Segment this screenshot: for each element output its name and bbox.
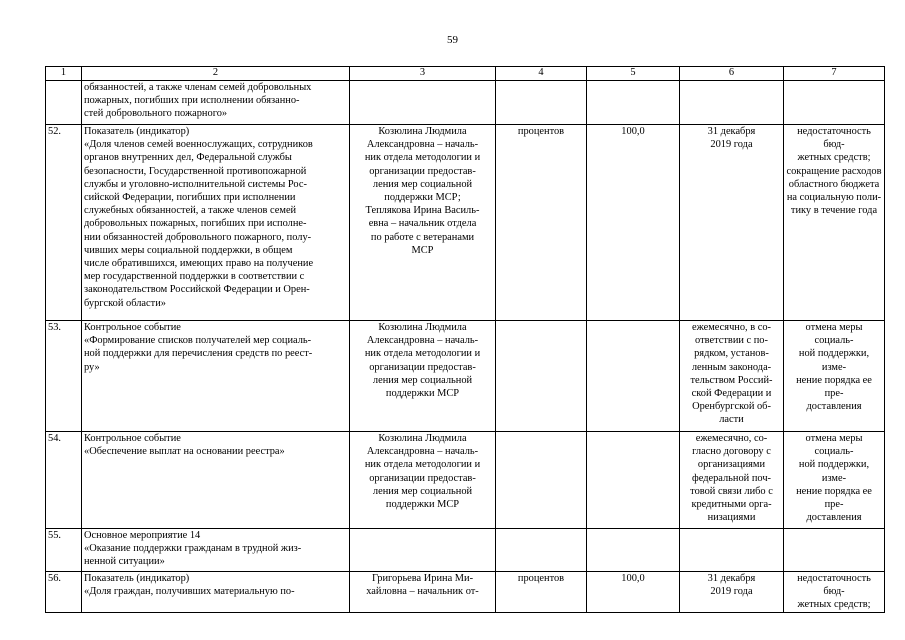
- risk-cell: [784, 125, 885, 321]
- table-row: [46, 432, 885, 529]
- responsible-text: Григорьева Ирина Ми- хайловна – начальник от-: [366, 573, 479, 598]
- measure-text: Показатель (индикатор) «Доля граждан, получивших материальную по-: [84, 573, 295, 598]
- table-row: [46, 529, 885, 572]
- header-cell-6: 6: [680, 67, 784, 81]
- table-body: [46, 67, 885, 613]
- unit-cell: процентов: [496, 125, 587, 321]
- header-row: [46, 67, 885, 81]
- measure-text: Контрольное событие «Формирование списков получателей мер социаль- ной поддержки для перечисления средств по реест- ру»: [84, 322, 313, 373]
- unit-cell: [496, 321, 587, 432]
- deadline-cell: [680, 125, 784, 321]
- value-cell: [587, 321, 680, 432]
- risk-text: недостаточность бюд- жетных средств;: [797, 573, 871, 611]
- measure-cell: [82, 572, 350, 613]
- deadline-cell: [680, 81, 784, 125]
- row-number: 54.: [46, 432, 82, 529]
- risk-text: отмена меры социаль- ной поддержки, изме- нение порядка ее пре- доставления: [796, 322, 872, 413]
- responsible-cell: [350, 432, 496, 529]
- header-cell-2: 2: [82, 67, 350, 81]
- responsible-cell: [350, 572, 496, 613]
- deadline-cell: [680, 321, 784, 432]
- header-cell-1: 1: [46, 67, 82, 81]
- plan-table: [45, 66, 885, 613]
- risk-cell: [784, 529, 885, 572]
- measure-text: Основное мероприятие 14 «Оказание поддержки гражданам в трудной жиз- ненной ситуации»: [84, 530, 302, 568]
- table-row: [46, 125, 885, 321]
- value-cell: [587, 529, 680, 572]
- table-row: [46, 321, 885, 432]
- deadline-text: 31 декабря 2019 года: [707, 126, 756, 151]
- header-cell-7: 7: [784, 67, 885, 81]
- risk-cell: [784, 432, 885, 529]
- responsible-text: Козюлина Людмила Александровна – началь- ник отдела методологии и организации предостав- ления мер социальной поддержки МСР: [364, 322, 481, 400]
- risk-text: отмена меры социаль- ной поддержки, изме- нение порядка ее пре- доставления: [796, 433, 872, 524]
- measure-cell: [82, 81, 350, 125]
- header-cell-5: 5: [587, 67, 680, 81]
- header-cell-4: 4: [496, 67, 587, 81]
- header-cell-3: 3: [350, 67, 496, 81]
- deadline-cell: [680, 529, 784, 572]
- row-number: [46, 81, 82, 125]
- deadline-cell: [680, 432, 784, 529]
- measure-text: обязанностей, а также членам семей добровольных пожарных, погибших при исполнении обязанно- стей добровольного пожарного»: [84, 82, 312, 120]
- row-number: 53.: [46, 321, 82, 432]
- responsible-cell: [350, 125, 496, 321]
- measure-text: Показатель (индикатор) «Доля членов семей военнослужащих, сотрудников органов внутренних дел, Федеральной службы безопасности, Государственной противопожарной службы и уголовно-исполнительной системы Рос- сийской Федерации, погибших при исполнении служебных обязанностей, а также членов семей добровольных пожарных, погибших при исполне- нии обязанностей добровольного пожарного, полу- чивших меры социальной поддержки, в общем числе обратившихся, имеющих право на получение мер государственной поддержки в соответствии с законодательством Российской Федерации и Орен- бургской области»: [84, 126, 314, 309]
- responsible-cell: [350, 321, 496, 432]
- value-cell: [587, 432, 680, 529]
- measure-cell: [82, 125, 350, 321]
- row-number: 52.: [46, 125, 82, 321]
- unit-cell: [496, 81, 587, 125]
- table-row: [46, 572, 885, 613]
- responsible-cell: [350, 81, 496, 125]
- deadline-text: ежемесячно, в со- ответствии с по- рядком, установ- ленным законода- тельством Россий- ской Федерации и Оренбургской об- ласти: [690, 322, 773, 426]
- row-number: 55.: [46, 529, 82, 572]
- risk-cell: [784, 572, 885, 613]
- responsible-text: Козюлина Людмила Александровна – началь- ник отдела методологии и организации предостав- ления мер социальной поддержки МСР; Теплякова Ирина Василь- евна – начальник отдела по работе с ветеранами МСР: [364, 126, 481, 256]
- row-number: 56.: [46, 572, 82, 613]
- unit-cell: процентов: [496, 572, 587, 613]
- page-number: 59: [447, 34, 458, 46]
- measure-text: Контрольное событие «Обеспечение выплат на основании реестра»: [84, 433, 285, 458]
- risk-cell: [784, 81, 885, 125]
- value-cell: [587, 81, 680, 125]
- deadline-cell: [680, 572, 784, 613]
- responsible-text: Козюлина Людмила Александровна – началь- ник отдела методологии и организации предостав- ления мер социальной поддержки МСР: [364, 433, 481, 511]
- value-cell: 100,0: [587, 125, 680, 321]
- unit-cell: [496, 529, 587, 572]
- unit-cell: [496, 432, 587, 529]
- value-cell: 100,0: [587, 572, 680, 613]
- deadline-text: ежемесячно, со- гласно договору с организациями федеральной поч- товой связи либо с кредитными орга- низациями: [690, 433, 773, 524]
- measure-cell: [82, 529, 350, 572]
- risk-text: недостаточность бюд- жетных средств; сокращение расходов областного бюджета на социальную поли- тику в течение года: [786, 126, 882, 217]
- measure-cell: [82, 432, 350, 529]
- responsible-cell: [350, 529, 496, 572]
- table-row: [46, 81, 885, 125]
- measure-cell: [82, 321, 350, 432]
- deadline-text: 31 декабря 2019 года: [707, 573, 756, 598]
- risk-cell: [784, 321, 885, 432]
